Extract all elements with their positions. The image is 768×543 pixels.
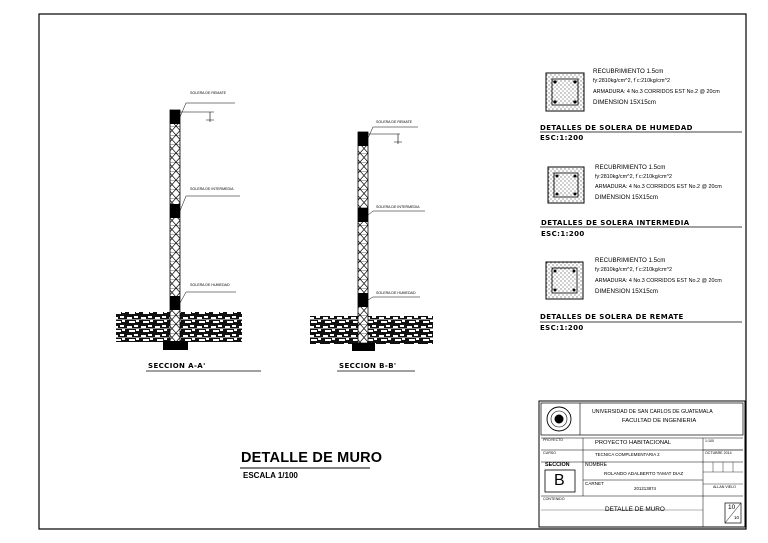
leader-line <box>180 292 236 303</box>
detail-armadura: ARMADURA: 4 No.3 CORRIDOS EST No.2 @ 20cm <box>595 184 722 190</box>
solera-intermedia <box>170 204 180 218</box>
leader-line <box>368 297 420 300</box>
nombre-label: NOMBRE <box>585 462 607 468</box>
label-solera-humedad-b: SOLERA DE HUMEDAD <box>376 291 416 295</box>
solera-remate <box>170 110 180 124</box>
detail-resistencia: fy:2810kg/cm^2, f´c:210kg/cm^2 <box>593 78 670 84</box>
solera-intermedia <box>358 208 368 222</box>
detail-title-humedad: DETALLES DE SOLERA DE HUMEDAD <box>540 124 693 132</box>
escala-value: 1:100 <box>705 439 714 443</box>
label-solera-humedad-a: SOLERA DE HUMEDAD <box>190 283 230 287</box>
cimiento <box>163 341 188 350</box>
roof-detail <box>180 112 214 122</box>
section-b-title: SECCION B-B' <box>339 362 397 370</box>
detail-dimension: DIMENSION 15X15cm <box>595 288 658 295</box>
detail-recubrimiento: RECUBRIMIENTO 1.5cm <box>595 257 666 264</box>
solera-humedad <box>170 296 180 310</box>
detail-resistencia: fy:2810kg/cm^2, f´c:210kg/cm^2 <box>595 267 672 273</box>
detail-scale-humedad: ESC:1:200 <box>540 134 584 142</box>
detail-dimension: DIMENSION 15X15cm <box>595 194 658 201</box>
solera-remate <box>358 132 368 146</box>
section-b-drawing <box>310 127 433 371</box>
contenido-label: CONTENIDO <box>543 497 565 501</box>
cimiento <box>352 343 375 351</box>
section-a-drawing <box>116 103 261 371</box>
solera-humedad <box>358 293 368 307</box>
detail-resistencia: fy:2810kg/cm^2, f´c:210kg/cm^2 <box>595 174 672 180</box>
proyecto-label: PROYECTO <box>543 438 564 442</box>
label-solera-remate-a: SOLERA DE REMATE <box>190 91 227 95</box>
section-a-title: SECCION A-A' <box>148 362 206 370</box>
contenido-value: DETALLE DE MURO <box>605 506 665 513</box>
carnet-value: 201213874 <box>634 486 656 491</box>
curso-value: TECNICA COMPLEMENTARIA 2 <box>595 452 660 457</box>
detail-recubrimiento: RECUBRIMIENTO 1.5cm <box>595 164 666 171</box>
nombre-value: ROLANDO ADALBERTO TAMAT DIAZ <box>604 471 684 476</box>
faculty-name: FACULTAD DE INGENIERIA <box>622 418 697 424</box>
dibujo-value: ALLAN VIELO <box>713 485 736 489</box>
detail-title-intermedia: DETALLES DE SOLERA INTERMEDIA <box>541 219 690 227</box>
soil-hatch <box>310 316 433 344</box>
detail-recubrimiento: RECUBRIMIENTO 1.5cm <box>593 68 664 75</box>
university-name: UNIVERSIDAD DE SAN CARLOS DE GUATEMALA <box>592 409 713 415</box>
detail-title-remate: DETALLES DE SOLERA DE REMATE <box>540 313 684 321</box>
leader-line <box>180 196 240 211</box>
proyecto-value: PROYECTO HABITACIONAL <box>595 440 672 446</box>
seccion-label: SECCION <box>545 462 570 468</box>
leader-line <box>368 211 425 215</box>
roof-detail <box>368 134 402 144</box>
fecha-value: OCTUBRE 2014 <box>705 451 732 455</box>
detail-armadura: ARMADURA: 4 No.3 CORRIDOS EST No.2 @ 20cm <box>595 278 722 284</box>
wall-blocks <box>358 132 368 344</box>
curso-label: CURSO <box>543 451 556 455</box>
seccion-value: B <box>554 472 565 489</box>
main-title: DETALLE DE MURO <box>241 450 383 466</box>
label-solera-remate-b: SOLERA DE REMATE <box>376 120 413 124</box>
carnet-label: CARNET <box>585 481 604 486</box>
detail-dimension: DIMENSION 15X15cm <box>593 99 656 106</box>
label-solera-intermedia-b: SOLERA DE INTERMEDIA <box>376 205 420 209</box>
detail-scale-intermedia: ESC:1:200 <box>541 230 585 238</box>
main-scale: ESCALA 1/100 <box>243 471 298 480</box>
leader-line <box>368 127 418 138</box>
sheet-number: 10 <box>728 504 736 511</box>
sheet-total: 10 <box>734 515 740 520</box>
detail-scale-remate: ESC:1:200 <box>540 324 584 332</box>
leader-line <box>180 103 235 117</box>
label-solera-intermedia-a: SOLERA DE INTERMEDIA <box>190 187 234 191</box>
detail-armadura: ARMADURA: 4 No.3 CORRIDOS EST No.2 @ 20cm <box>593 89 720 95</box>
